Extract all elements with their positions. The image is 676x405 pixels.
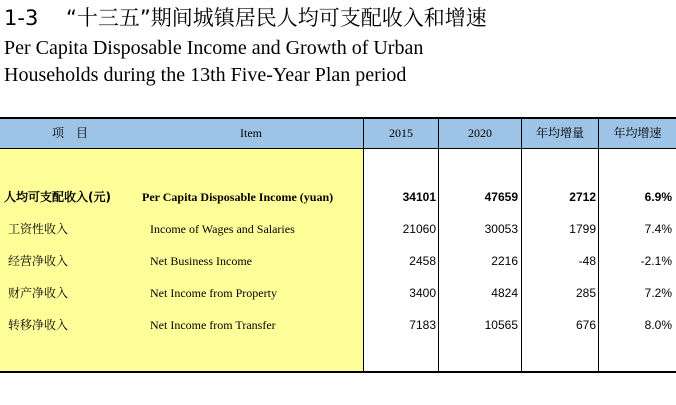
header-item-zh: 项 目	[51, 126, 88, 140]
value-annual-increase: 1799	[569, 222, 596, 236]
income-table	[0, 117, 676, 373]
value-annual-growth: 6.9%	[644, 190, 672, 204]
value-annual-increase: 285	[575, 286, 596, 300]
table-row	[0, 311, 676, 339]
row-label-zh: 人均可支配收入(元)	[4, 190, 111, 204]
header-annual-growth: 年均增速	[613, 126, 662, 140]
value-annual-growth: 7.4%	[644, 222, 672, 236]
value-2015: 21060	[402, 222, 436, 236]
header-item-en: Item	[240, 126, 262, 140]
table-bottom-border	[0, 371, 676, 373]
value-2020: 4824	[491, 286, 518, 300]
header-2015: 2015	[389, 126, 413, 140]
table-row	[0, 279, 676, 307]
table-row	[0, 215, 676, 243]
row-label-en: Net Business Income	[150, 254, 252, 268]
row-label-en: Per Capita Disposable Income (yuan)	[142, 190, 334, 204]
value-2015: 7183	[409, 318, 436, 332]
value-annual-growth: 8.0%	[644, 318, 672, 332]
value-annual-increase: 676	[575, 318, 596, 332]
value-annual-growth: -2.1%	[640, 254, 672, 268]
value-2015: 3400	[409, 286, 436, 300]
row-label-en: Income of Wages and Salaries	[150, 222, 295, 236]
row-label-zh: 转移净收入	[8, 318, 69, 332]
table-title	[4, 3, 672, 33]
table-row	[0, 247, 676, 275]
table-row	[0, 183, 676, 211]
value-annual-increase: 2712	[569, 190, 596, 204]
table-title-text: “十三五”期间城镇居民人均可支配收入和增速	[66, 6, 487, 30]
value-2020: 10565	[484, 318, 518, 332]
value-annual-growth: 7.2%	[644, 286, 672, 300]
value-annual-increase: -48	[578, 254, 596, 268]
row-label-en: Net Income from Property	[150, 286, 277, 300]
row-label-zh: 工资性收入	[8, 222, 69, 236]
value-2015: 2458	[409, 254, 436, 268]
row-label-en: Net Income from Transfer	[150, 318, 276, 332]
header-annual-increase: 年均增量	[535, 126, 584, 140]
row-label-zh: 财产净收入	[8, 286, 69, 300]
value-2020: 30053	[484, 222, 518, 236]
subtitle-line-1: Per Capita Disposable Income and Growth of Urban	[4, 37, 424, 59]
row-label-zh: 经营净收入	[8, 254, 69, 268]
value-2020: 47659	[484, 190, 518, 204]
subtitle-line-2: Households during the 13th Five-Year Plan period	[4, 64, 407, 86]
header-2020: 2020	[468, 126, 492, 140]
value-2015: 34101	[402, 190, 436, 204]
table-number: 1-3	[4, 6, 39, 30]
value-2020: 2216	[491, 254, 518, 268]
